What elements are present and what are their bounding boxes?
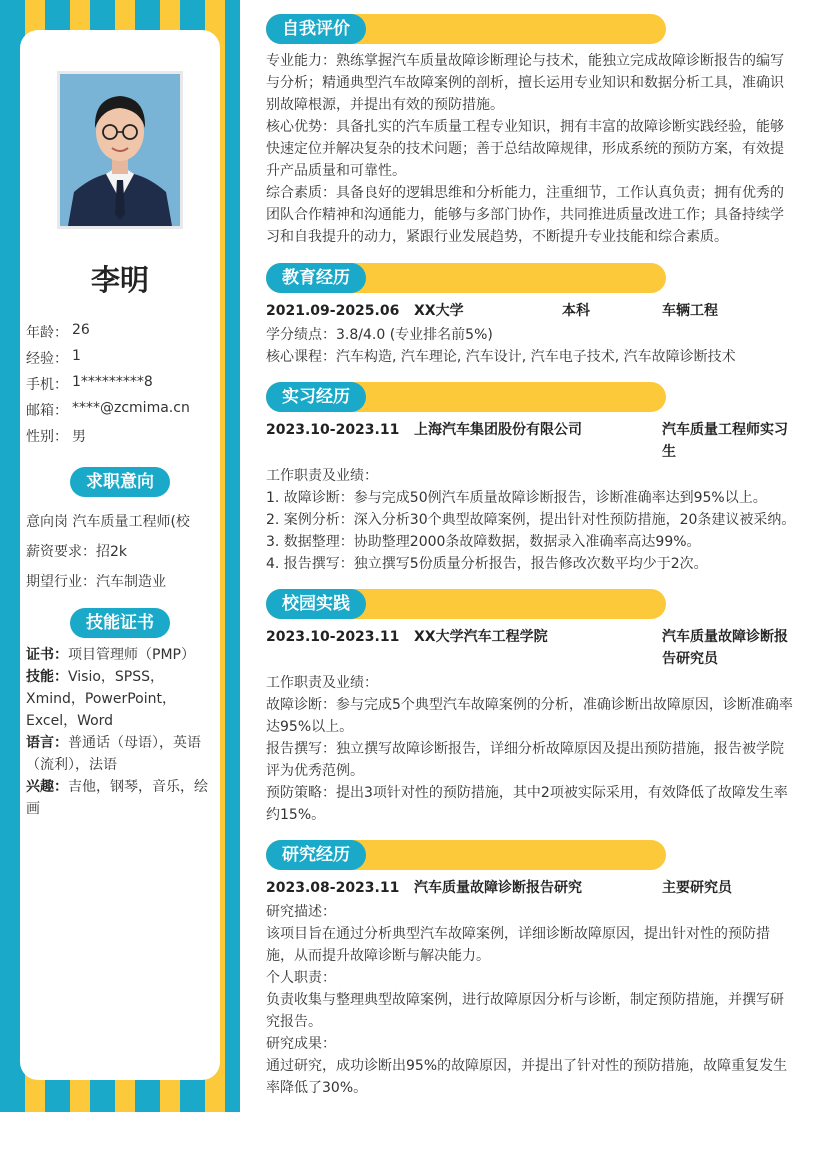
info-label: 年龄： xyxy=(26,325,68,341)
campus-details xyxy=(266,672,796,826)
intent-position: 意向岗 汽车质量工程师(校 xyxy=(26,514,190,530)
self-eval-paragraph: 综合素质：具备良好的逻辑思维和分析能力，注重细节，工作认真负责；拥有优秀的团队合作精神和沟通能力，能够与多部门协作，共同推进质量改进工作；具备持续学习和自我提升的动力，紧跟行业发展趋势，不断提升专业技能和综合素质。 xyxy=(266,185,784,245)
education-degree: 本科 xyxy=(562,303,590,319)
info-experience xyxy=(26,348,81,368)
candidate-name: 李明 xyxy=(90,263,149,297)
info-label: 手机： xyxy=(26,377,68,393)
campus-role: 汽车质量故障诊断报告研究员 xyxy=(662,629,788,667)
research-duty-label: 个人职责： xyxy=(266,970,336,986)
research-role: 主要研究员 xyxy=(662,880,732,896)
skill-value: Visio，SPSS，Xmind，PowerPoint，Excel，Word xyxy=(26,669,176,729)
education-school: XX大学 xyxy=(414,303,464,319)
internship-item: 4. 报告撰写：独立撰写5份质量分析报告，报告修改次数平均少于2次。 xyxy=(266,556,708,572)
sidebar-stripes xyxy=(0,0,240,1112)
skills-heading: 技能证书 xyxy=(70,608,170,638)
campus-title: 校园实践 xyxy=(266,589,366,619)
self-eval-paragraph: 核心优势：具备扎实的汽车质量工程专业知识，拥有丰富的故障诊断实践经验，能够快速定位并解决复杂的技术问题；善于总结故障规律，形成系统的预防方案，有效提升产品质量和可靠性。 xyxy=(266,119,784,179)
intent-salary: 薪资要求：招2k xyxy=(26,544,128,560)
self-eval-title: 自我评价 xyxy=(266,14,366,44)
info-label: 经验： xyxy=(26,351,68,367)
info-value: 1 xyxy=(72,348,81,364)
research-desc-label: 研究描述： xyxy=(266,904,336,920)
education-details xyxy=(266,324,796,368)
internship-details xyxy=(266,465,796,575)
hobby-label: 兴趣： xyxy=(26,779,68,795)
education-gpa: 学分绩点：3.8/4.0 (专业排名前5%) xyxy=(266,327,493,343)
hobby-line xyxy=(26,776,214,820)
info-value: 男 xyxy=(72,429,86,445)
info-value: 26 xyxy=(72,322,90,338)
cert-label: 证书： xyxy=(26,647,68,663)
profile-photo xyxy=(57,71,183,229)
research-duty: 负责收集与整理典型故障案例，进行故障原因分析与诊断，制定预防措施，并撰写研究报告。 xyxy=(266,992,784,1030)
cert-value: 项目管理师（PMP） xyxy=(68,647,195,663)
campus-header xyxy=(266,589,666,619)
research-desc: 该项目旨在通过分析典型汽车故障案例，详细诊断故障原因，提出针对性的预防措施，从而提升故障诊断与解决能力。 xyxy=(266,926,770,964)
skill-line xyxy=(26,666,214,732)
internship-title: 实习经历 xyxy=(266,382,366,412)
research-header xyxy=(266,840,666,870)
research-period: 2023.08-2023.11 xyxy=(266,880,400,896)
info-label: 性别： xyxy=(26,429,68,445)
self-eval-body xyxy=(266,50,796,248)
education-courses: 核心课程：汽车构造, 汽车理论, 汽车设计, 汽车电子技术, 汽车故障诊断技术 xyxy=(266,349,736,365)
internship-company: 上海汽车集团股份有限公司 xyxy=(414,422,582,438)
research-project: 汽车质量故障诊断报告研究 xyxy=(414,880,582,896)
internship-role: 汽车质量工程师实习生 xyxy=(662,422,788,460)
campus-item: 预防策略：提出3项针对性的预防措施，其中2项被实际采用，有效降低了故障发生率约15%。 xyxy=(266,785,788,823)
education-header xyxy=(266,263,666,293)
hobby-value: 吉他，钢琴，音乐，绘画 xyxy=(26,779,208,817)
info-value: 1*********8 xyxy=(72,374,153,390)
info-label: 邮箱： xyxy=(26,403,68,419)
skills-list xyxy=(26,644,214,820)
education-major: 车辆工程 xyxy=(662,303,718,319)
lang-value: 普通话（母语），英语（流利），法语 xyxy=(26,735,201,773)
internship-item: 2. 案例分析：深入分析30个典型故障案例，提出针对性预防措施，20条建议被采纳。 xyxy=(266,512,796,528)
research-result: 通过研究，成功诊断出95%的故障原因，并提出了针对性的预防措施，故障重复发生率降低了30%。 xyxy=(266,1058,788,1096)
lang-line xyxy=(26,732,214,776)
intent-industry: 期望行业：汽车制造业 xyxy=(26,574,166,590)
self-eval-paragraph: 专业能力：熟练掌握汽车质量故障诊断理论与技术，能独立完成故障诊断报告的编写与分析；精通典型汽车故障案例的剖析，擅长运用专业知识和数据分析工具，准确识别故障根源，并提出有效的预防措施。 xyxy=(266,53,784,113)
campus-item: 报告撰写：独立撰写故障诊断报告，详细分析故障原因及提出预防措施，报告被学院评为优秀范例。 xyxy=(266,741,784,779)
education-period: 2021.09-2025.06 xyxy=(266,303,400,319)
education-title: 教育经历 xyxy=(266,263,366,293)
internship-item: 1. 故障诊断：参与完成50例汽车质量故障诊断报告，诊断准确率达到95%以上。 xyxy=(266,490,767,506)
info-value: ****@zcmima.cn xyxy=(72,400,190,416)
cert-line xyxy=(26,644,214,666)
internship-item: 3. 数据整理：协助整理2000条故障数据，数据录入准确率高达99%。 xyxy=(266,534,701,550)
self-eval-header xyxy=(266,14,666,44)
research-result-label: 研究成果： xyxy=(266,1036,336,1052)
research-details xyxy=(266,901,796,1099)
job-intent-heading: 求职意向 xyxy=(70,467,170,497)
campus-period: 2023.10-2023.11 xyxy=(266,629,400,645)
internship-intro: 工作职责及业绩： xyxy=(266,468,378,484)
internship-period: 2023.10-2023.11 xyxy=(266,422,400,438)
campus-intro: 工作职责及业绩： xyxy=(266,675,378,691)
lang-label: 语言： xyxy=(26,735,68,751)
campus-org: XX大学汽车工程学院 xyxy=(414,629,548,645)
info-phone xyxy=(26,374,153,394)
info-age xyxy=(26,322,90,342)
info-email xyxy=(26,400,190,420)
sidebar-card xyxy=(20,30,220,1080)
skill-label: 技能： xyxy=(26,669,68,685)
campus-item: 故障诊断：参与完成5个典型汽车故障案例的分析，准确诊断出故障原因，诊断准确率达95%以上。 xyxy=(266,697,793,735)
research-title: 研究经历 xyxy=(266,840,366,870)
info-gender xyxy=(26,426,86,446)
internship-header xyxy=(266,382,666,412)
